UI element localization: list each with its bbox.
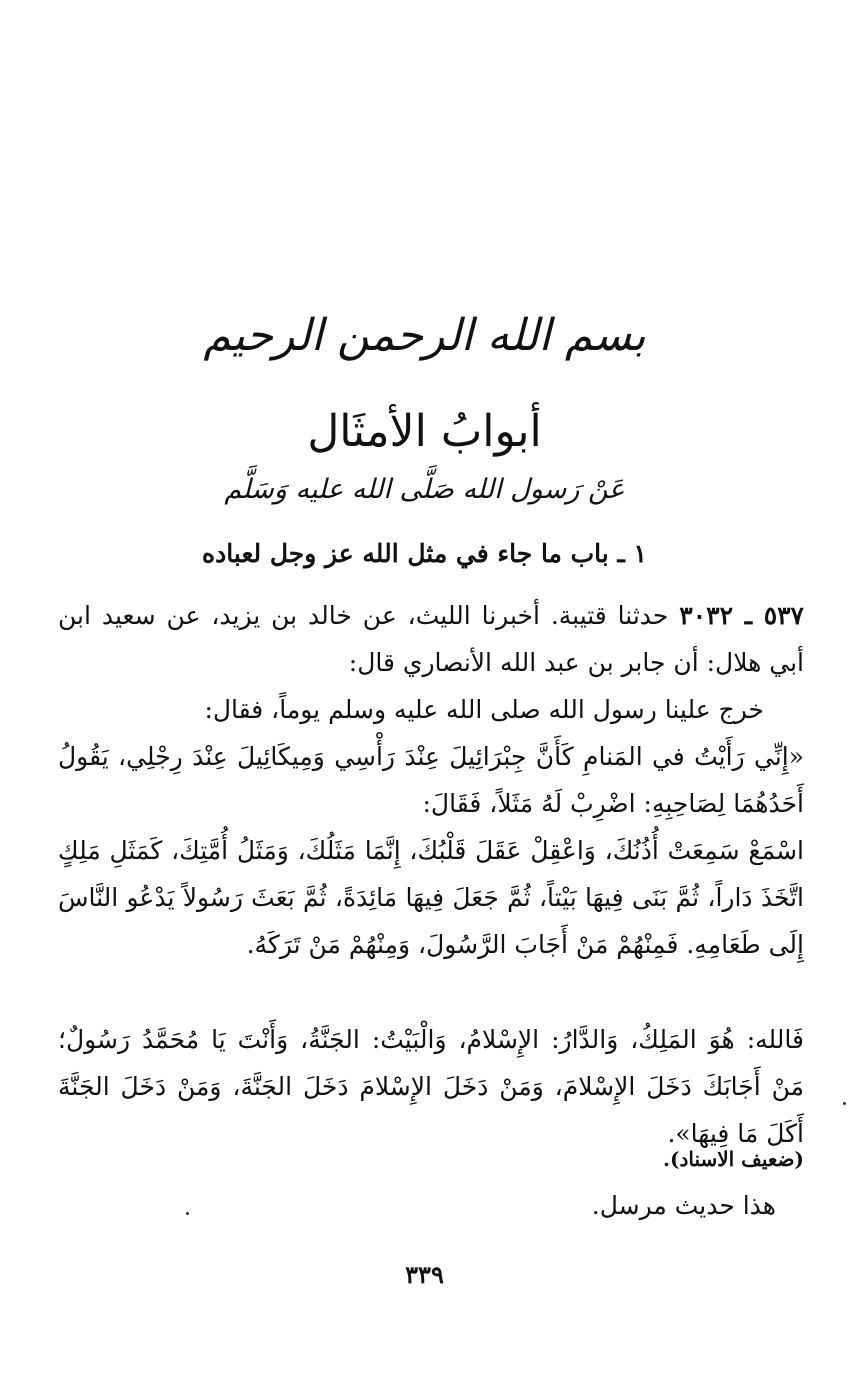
hadith-paragraph-1: خرج علينا رسول الله صلى الله عليه وسلم يوماً، فقال: — [204, 695, 764, 724]
scan-speck — [186, 1212, 189, 1215]
hadith-paragraph-3: اسْمَعْ سَمِعَتْ أُذُنُكَ، وَاعْقِلْ عَقَلَ قَلْبُكَ، إِنَّمَا مَثَلُكَ، وَمَثَلُ أُمَّتِكَ، كَمَثَلِ مَلِكٍ اتَّخَذَ دَاراً، ثُمَّ بَنَى فِيهَا بَيْتاً، ثُمَّ جَعَلَ فِيهَا مَائِدَةً، ثُمَّ بَعَثَ رَسُولاً يَدْعُو النَّاسَ إِلَى طَعَامِهِ. فَمِنْهُمْ مَنْ أَجَابَ الرَّسُولَ، وَمِنْهُمْ مَنْ تَرَكَهُ. — [58, 836, 804, 959]
section-title: أبوابُ الأمثَال — [307, 406, 542, 457]
section-subtitle: عَنْ رَسول الله صَلَّى الله عليه وَسَلَّم — [224, 474, 625, 505]
basmala-heading: بسم الله الرحمن الرحيم — [203, 310, 646, 361]
hadith-paragraph-4: فَالله: هُوَ المَلِكُ، وَالدَّارُ: الإِسْلامُ، وَالْبَيْتُ: الجَنَّةُ، وَأَنْتَ يَا مُحَمَّدُ رَسُولٌ؛ مَنْ أَجَابَكَ دَخَلَ الإِسْلامَ، وَمَنْ دَخَلَ الإِسْلامَ دَخَلَ الجَنَّةَ، وَمَنْ دَخَلَ الجَنَّةَ أَكَلَ مَا فِيهَا». — [58, 1025, 804, 1148]
hadith-paragraph-2: «إِنِّي رَأَيْتُ في المَنامِ كَأَنَّ جِبْرَائِيلَ عِنْدَ رَأْسِي وَمِيكَائِيلَ عِنْدَ رِجْلِي، يَقُولُ أَحَدُهُمَا لِصَاحِبِهِ: اضْرِبْ لَهُ مَثَلاً، فَقَالَ: — [58, 742, 804, 818]
scan-speck — [843, 1102, 846, 1105]
hadith-note: هذا حديث مرسل. — [591, 1191, 776, 1220]
hadith-isnad: حدثنا قتيبة. أخبرنا الليث، عن خالد بن يزيد، عن سعيد ابن أبي هلال: أن جابر بن عبد الله الأنصاري قال: — [58, 601, 804, 677]
page-number: ٣٣٩ — [405, 1260, 444, 1289]
chapter-title: ١ ـ باب ما جاء في مثل الله عز وجل لعباده — [202, 539, 647, 568]
hadith-isnad-paragraph — [58, 592, 804, 686]
hadith-note-wrapper — [58, 1186, 804, 1226]
hadith-grade: (ضعيف الاسناد). — [663, 1147, 804, 1171]
hadith-number: ٥٣٧ ـ ٣٠٣٢ — [679, 601, 804, 630]
